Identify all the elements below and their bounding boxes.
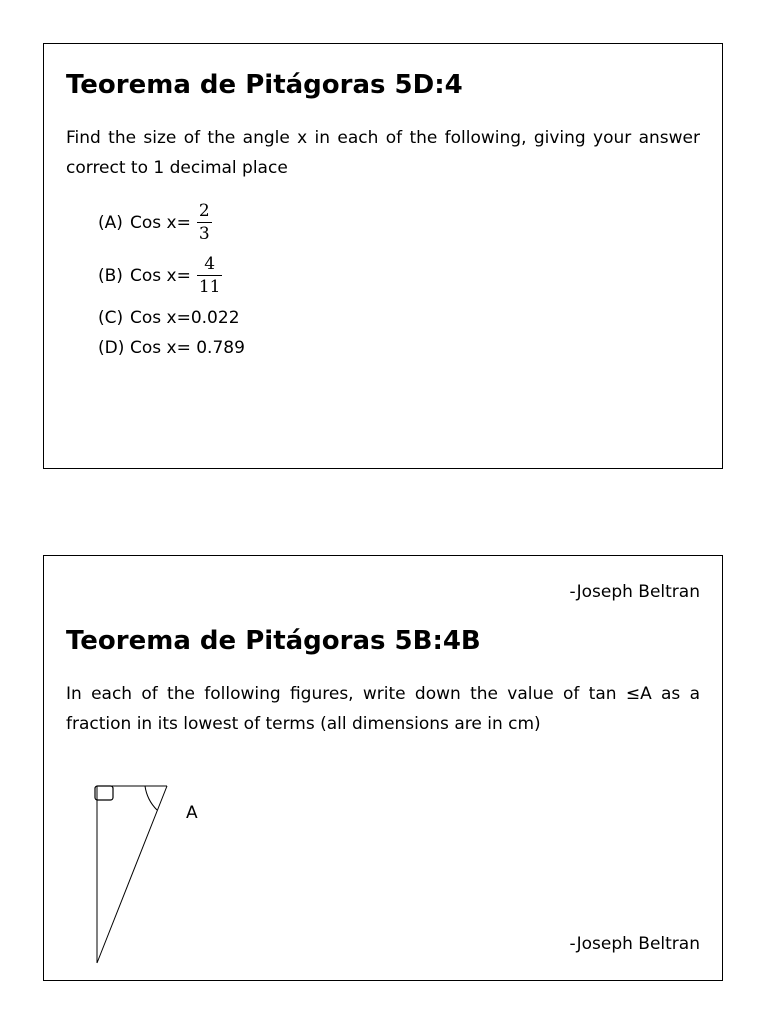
fraction-denominator: 3 xyxy=(198,224,210,244)
item-text: Cos x=0.022 xyxy=(130,308,240,328)
fraction-numerator: 4 xyxy=(204,254,216,274)
author-credit: -Joseph Beltran xyxy=(569,582,700,602)
item-label: (A) xyxy=(98,212,123,233)
exercise-card-5b4b xyxy=(43,555,723,981)
item-text: Cos x= xyxy=(130,212,191,233)
triangle-hypotenuse xyxy=(97,786,167,963)
item-text: Cos x= 0.789 xyxy=(130,338,245,358)
fraction xyxy=(197,200,212,245)
fraction-denominator: 11 xyxy=(198,277,221,297)
item-label: (B) xyxy=(98,265,123,286)
item-label: (C) xyxy=(98,308,124,328)
author-credit: -Joseph Beltran xyxy=(569,934,700,954)
exercise-title: Teorema de Pitágoras 5D:4 xyxy=(66,70,463,100)
fraction xyxy=(197,253,223,298)
right-triangle-figure xyxy=(94,783,224,968)
exercise-instruction: Find the size of the angle x in each of the following, giving your answer correct to 1 decimal place xyxy=(66,128,700,178)
item-text: Cos x= xyxy=(130,265,191,286)
exercise-title: Teorema de Pitágoras 5B:4B xyxy=(66,626,481,656)
exercise-item-d xyxy=(98,338,245,358)
fraction-numerator: 2 xyxy=(198,201,210,221)
exercise-card-5d4 xyxy=(43,43,723,469)
angle-arc xyxy=(145,786,157,810)
exercise-item-c xyxy=(98,308,240,328)
vertex-label-a: A xyxy=(186,803,198,823)
exercise-instruction: In each of the following figures, write down the value of tan ≤A as a fraction in its lowest of terms (all dimensions are in cm) xyxy=(66,684,700,734)
right-angle-marker xyxy=(95,786,113,800)
item-label: (D) xyxy=(98,338,125,358)
exercise-item-b xyxy=(98,253,222,298)
exercise-item-a xyxy=(98,200,212,245)
